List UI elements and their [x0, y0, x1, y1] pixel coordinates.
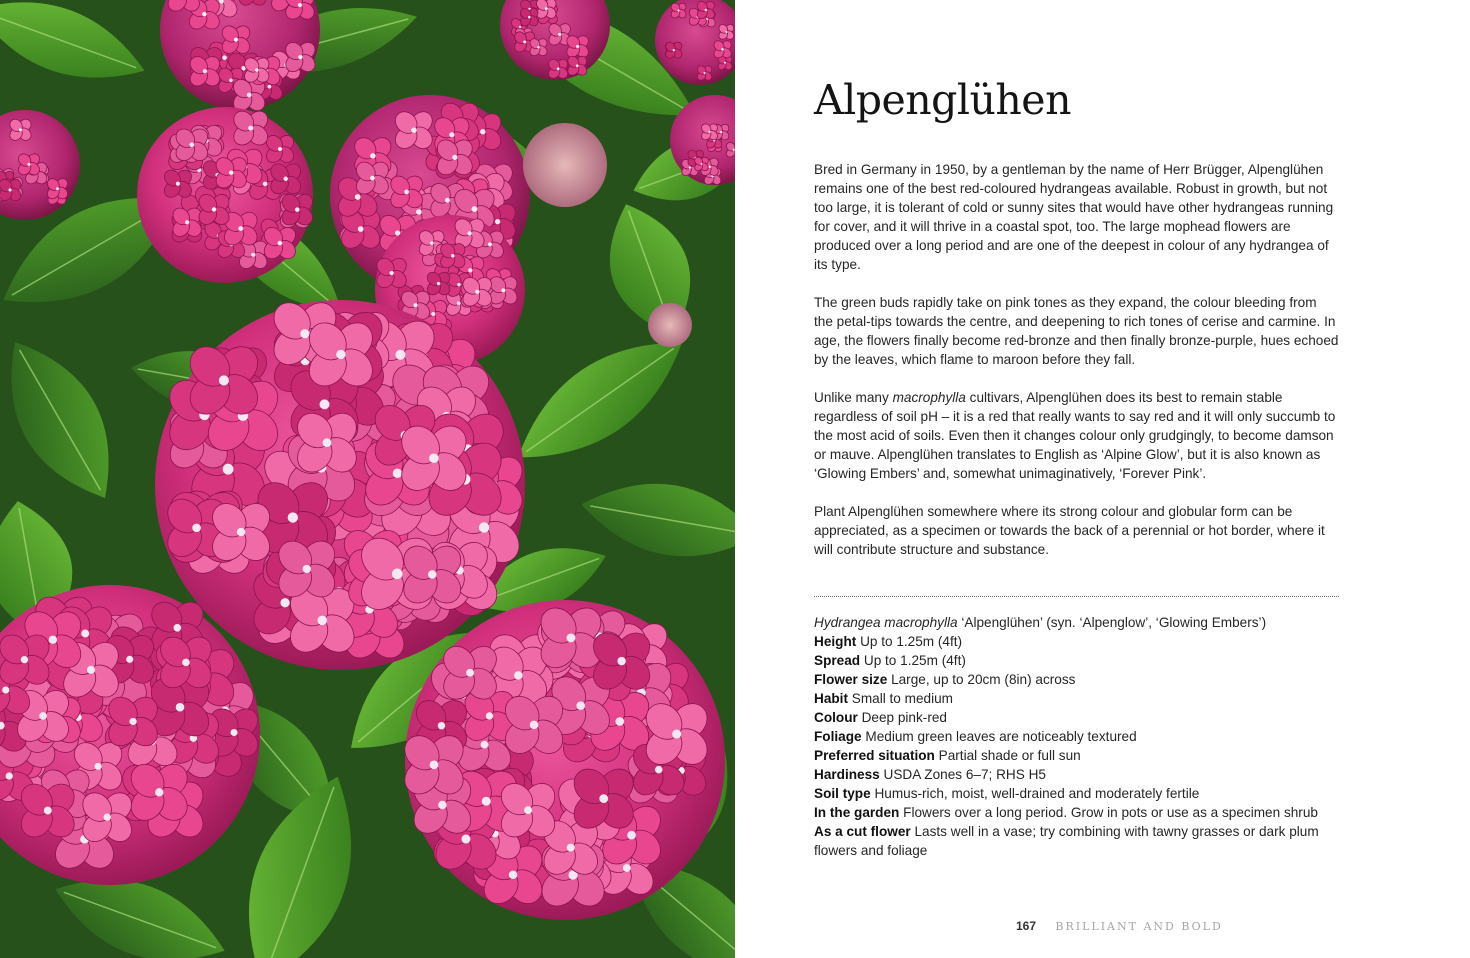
botanical-name — [814, 613, 1339, 632]
fact-row — [814, 670, 1339, 689]
fact-label: Spread — [814, 653, 861, 668]
fact-value: Flowers over a long period. Grow in pots or use as a specimen shrub — [903, 805, 1318, 820]
fact-row — [814, 708, 1339, 727]
fact-row — [814, 632, 1339, 651]
paragraph-3-start: Unlike many — [814, 390, 893, 405]
fact-row — [814, 765, 1339, 784]
section-title: BRILLIANT AND BOLD — [1055, 920, 1223, 933]
fact-label: Preferred situation — [814, 748, 935, 763]
fact-row — [814, 803, 1339, 822]
fact-value: USDA Zones 6–7; RHS H5 — [883, 767, 1046, 782]
fact-row — [814, 651, 1339, 670]
paragraph-3 — [814, 388, 1339, 483]
plant-facts — [814, 613, 1339, 860]
fact-value: Deep pink-red — [861, 710, 947, 725]
fact-row — [814, 727, 1339, 746]
fact-label: Soil type — [814, 786, 871, 801]
fact-row — [814, 689, 1339, 708]
fact-row — [814, 746, 1339, 765]
fact-value: Humus-rich, moist, well-drained and moderately fertile — [874, 786, 1200, 801]
botanical-name-rest: ‘Alpenglühen’ (syn. ‘Alpenglow’, ‘Glowing Embers’) — [957, 615, 1267, 630]
fact-value: Small to medium — [851, 691, 953, 706]
paragraph-4: Plant Alpenglühen somewhere where its strong colour and globular form can be appreciated, as a specimen or towards the back of a perennial or hot border, where it will contribute structure and substance. — [814, 504, 1325, 557]
hydrangea-bloom — [155, 295, 529, 670]
fact-row — [814, 822, 1339, 860]
fact-value: Up to 1.25m (4ft) — [860, 634, 963, 649]
fact-label: Height — [814, 634, 857, 649]
fact-value: Medium green leaves are noticeably textured — [865, 729, 1137, 744]
paragraph-1: Bred in Germany in 1950, by a gentleman by the name of Herr Brügger, Alpenglühen remains one of the best red-coloured hydrangeas available. Robust in growth, but not too large, it is tolerant of cold or sunny sites that would have other hydrangeas running for cover, and it will thrive in a coastal spot, too. The large mophead flowers are produced over a long period and are one of the deepest in colour of any hydrangea of its type. — [814, 162, 1334, 272]
fact-value: Lasts well in a vase; try combining with tawny grasses or dark plum flowers and foliage — [814, 824, 1319, 858]
botanical-name-italic: Hydrangea macrophylla — [814, 615, 958, 630]
paragraph-3-end: cultivars, Alpenglühen does its best to remain stable regardless of soil pH – it is a red that really wants to say red and it will only succumb to the most acid of soils. Even then it changes colour only grudgingly, to become damson or mauve. Alpenglühen translates to English as ‘Alpine Glow’, but it is also known as ‘Glowing Embers’ and, somewhat unimaginatively, ‘Forever Pink’. — [814, 390, 1336, 481]
hydrangea-bloom — [648, 303, 692, 347]
fact-label: Hardiness — [814, 767, 880, 782]
text-page — [735, 0, 1470, 958]
fact-label: Colour — [814, 710, 858, 725]
paragraph-2: The green buds rapidly take on pink tones as they expand, the colour bleeding from the petal-tips towards the centre, and deepening to rich tones of cerise and carmine. In age, the flowers finally become red-bronze and then finally bronze-purple, hues echoed by the leaves, which flame to maroon before they fall. — [814, 295, 1339, 367]
page-footer — [1016, 919, 1223, 933]
fact-value: Up to 1.25m (4ft) — [863, 653, 966, 668]
page-title: Alpenglühen — [814, 76, 1071, 124]
fact-row — [814, 784, 1339, 803]
fact-label: Flower size — [814, 672, 888, 687]
fact-label: Habit — [814, 691, 848, 706]
fact-label: In the garden — [814, 805, 900, 820]
page-number: 167 — [1016, 919, 1037, 933]
dotted-divider — [814, 596, 1339, 597]
paragraph-3-italic: macrophylla — [892, 390, 966, 405]
fact-value: Large, up to 20cm (8in) across — [891, 672, 1076, 687]
fact-label: As a cut flower — [814, 824, 911, 839]
fact-value: Partial shade or full sun — [938, 748, 1081, 763]
fact-label: Foliage — [814, 729, 862, 744]
hydrangea-bloom — [523, 123, 607, 207]
body-text — [814, 160, 1339, 578]
